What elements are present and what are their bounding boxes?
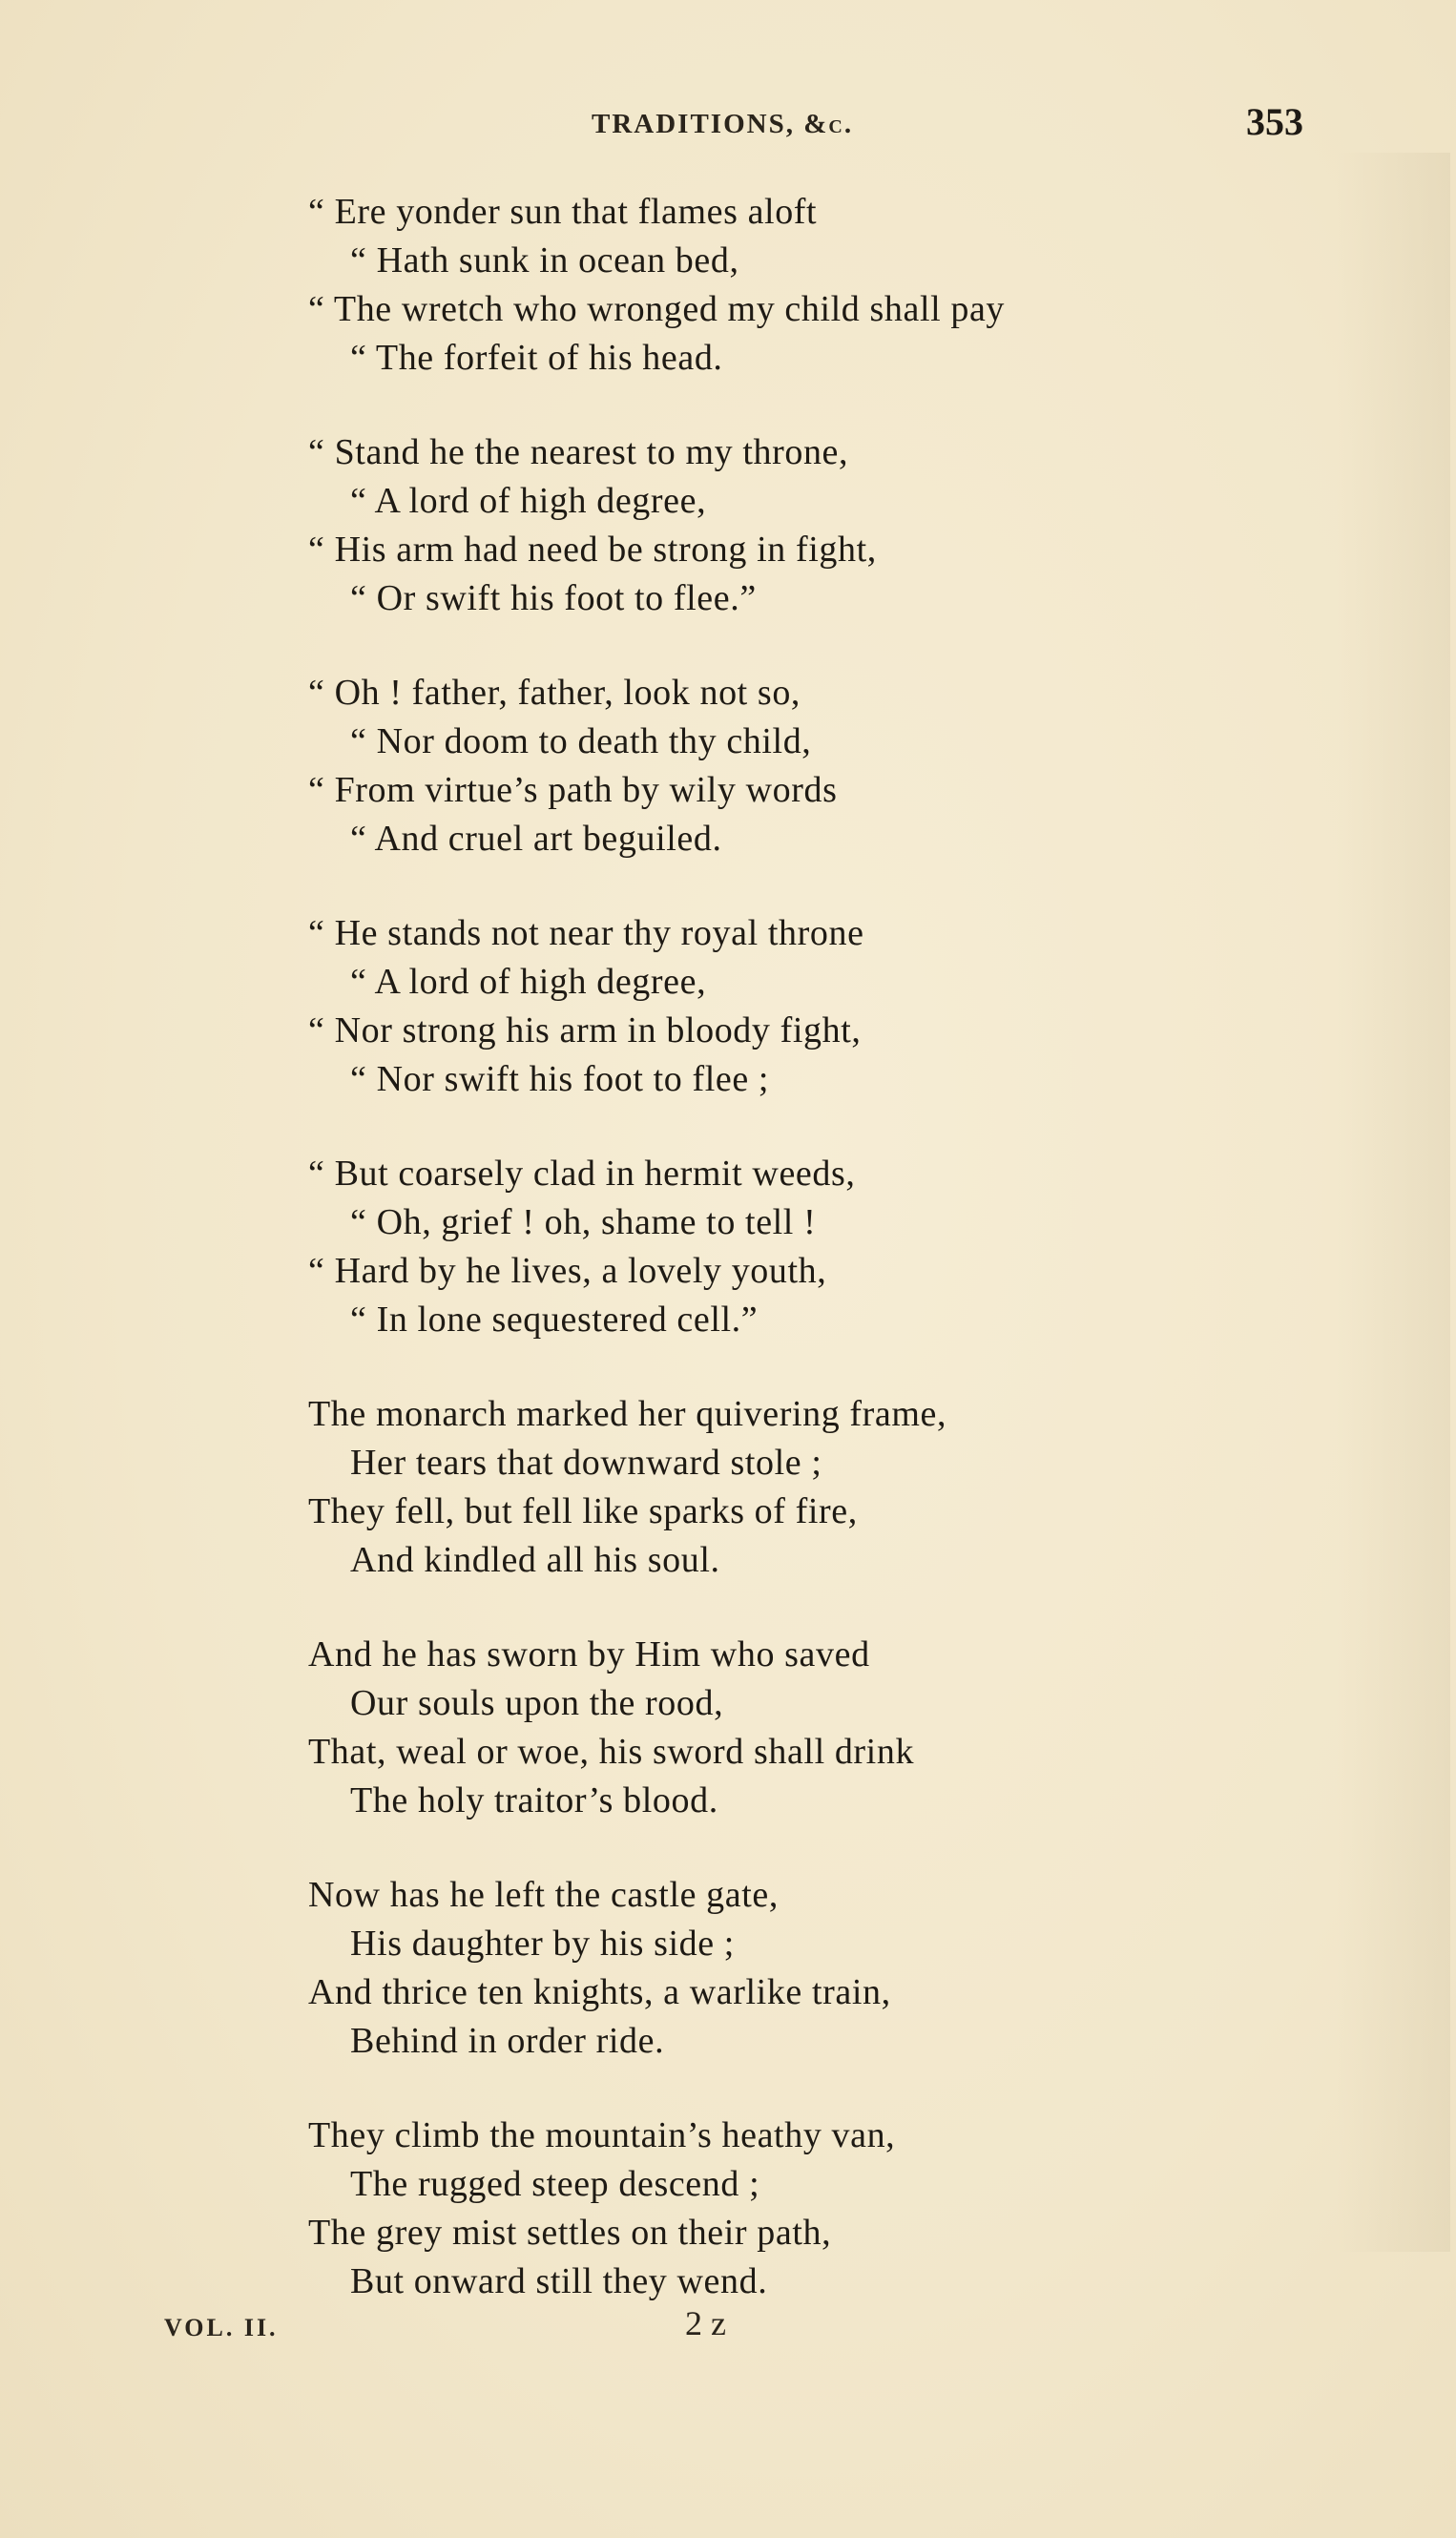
verse-line: “ A lord of high degree, (350, 481, 707, 521)
verse-line: And he has sworn by Him who saved (308, 1634, 870, 1675)
verse-line: “ Nor strong his arm in bloody fight, (308, 1010, 862, 1051)
verse-line: “ In lone sequestered cell.” (350, 1300, 759, 1340)
verse-line: “ Hard by he lives, a lovely youth, (308, 1251, 827, 1291)
verse-line: They climb the mountain’s heathy van, (308, 2115, 896, 2155)
poem-body (308, 188, 1377, 2352)
stanza (308, 2112, 1377, 2306)
verse-line: But onward still they wend. (350, 2261, 768, 2301)
verse-line: “ A lord of high degree, (350, 962, 707, 1002)
verse-line: His daughter by his side ; (350, 1924, 735, 1964)
verse-line: And kindled all his soul. (350, 1540, 720, 1580)
verse-line: The monarch marked her quivering frame, (308, 1394, 947, 1434)
verse-line: The rugged steep descend ; (350, 2164, 760, 2204)
signature-mark: 2 z (685, 2304, 726, 2342)
verse-line: The holy traitor’s blood. (350, 1780, 718, 1820)
stanza (308, 1871, 1377, 2066)
verse-line: “ He stands not near thy royal throne (308, 913, 864, 953)
verse-line: Now has he left the castle gate, (308, 1875, 779, 1915)
verse-line: “ Hath sunk in ocean bed, (350, 240, 739, 281)
verse-line: Behind in order ride. (350, 2021, 665, 2061)
stanza (308, 909, 1377, 1104)
verse-line: Our souls upon the rood, (350, 1683, 724, 1723)
verse-line: “ The wretch who wronged my child shall pay (308, 289, 1006, 329)
verse-line: “ Oh ! father, father, look not so, (308, 673, 801, 713)
verse-line: “ Or swift his foot to flee.” (350, 578, 757, 618)
verse-line: “ Nor doom to death thy child, (350, 721, 812, 761)
stanza (308, 428, 1377, 623)
verse-line: And thrice ten knights, a warlike train, (308, 1972, 891, 2012)
page-number: 353 (1246, 100, 1303, 143)
verse-line: They fell, but fell like sparks of fire, (308, 1491, 858, 1531)
stanza (308, 1390, 1377, 1585)
verse-line: “ From virtue’s path by wily words (308, 770, 838, 810)
verse-line: Her tears that downward stole ; (350, 1443, 822, 1483)
verse-line: The grey mist settles on their path, (308, 2213, 832, 2253)
stanza (308, 669, 1377, 863)
verse-line: “ But coarsely clad in hermit weeds, (308, 1154, 856, 1194)
verse-line: “ His arm had need be strong in fight, (308, 530, 877, 570)
running-title: TRADITIONS, &c. (592, 109, 854, 139)
volume-marker: VOL. II. (164, 2314, 279, 2341)
verse-line: That, weal or woe, his sword shall drink (308, 1732, 915, 1772)
verse-line: “ Ere yonder sun that flames aloft (308, 192, 818, 232)
verse-line: “ Oh, grief ! oh, shame to tell ! (350, 1202, 817, 1242)
stanza (308, 1150, 1377, 1344)
stanza (308, 188, 1377, 383)
verse-line: “ Stand he the nearest to my throne, (308, 432, 849, 472)
stanza (308, 1631, 1377, 1825)
verse-line: “ Nor swift his foot to flee ; (350, 1059, 770, 1099)
verse-line: “ And cruel art beguiled. (350, 819, 722, 859)
verse-line: “ The forfeit of his head. (350, 338, 723, 378)
